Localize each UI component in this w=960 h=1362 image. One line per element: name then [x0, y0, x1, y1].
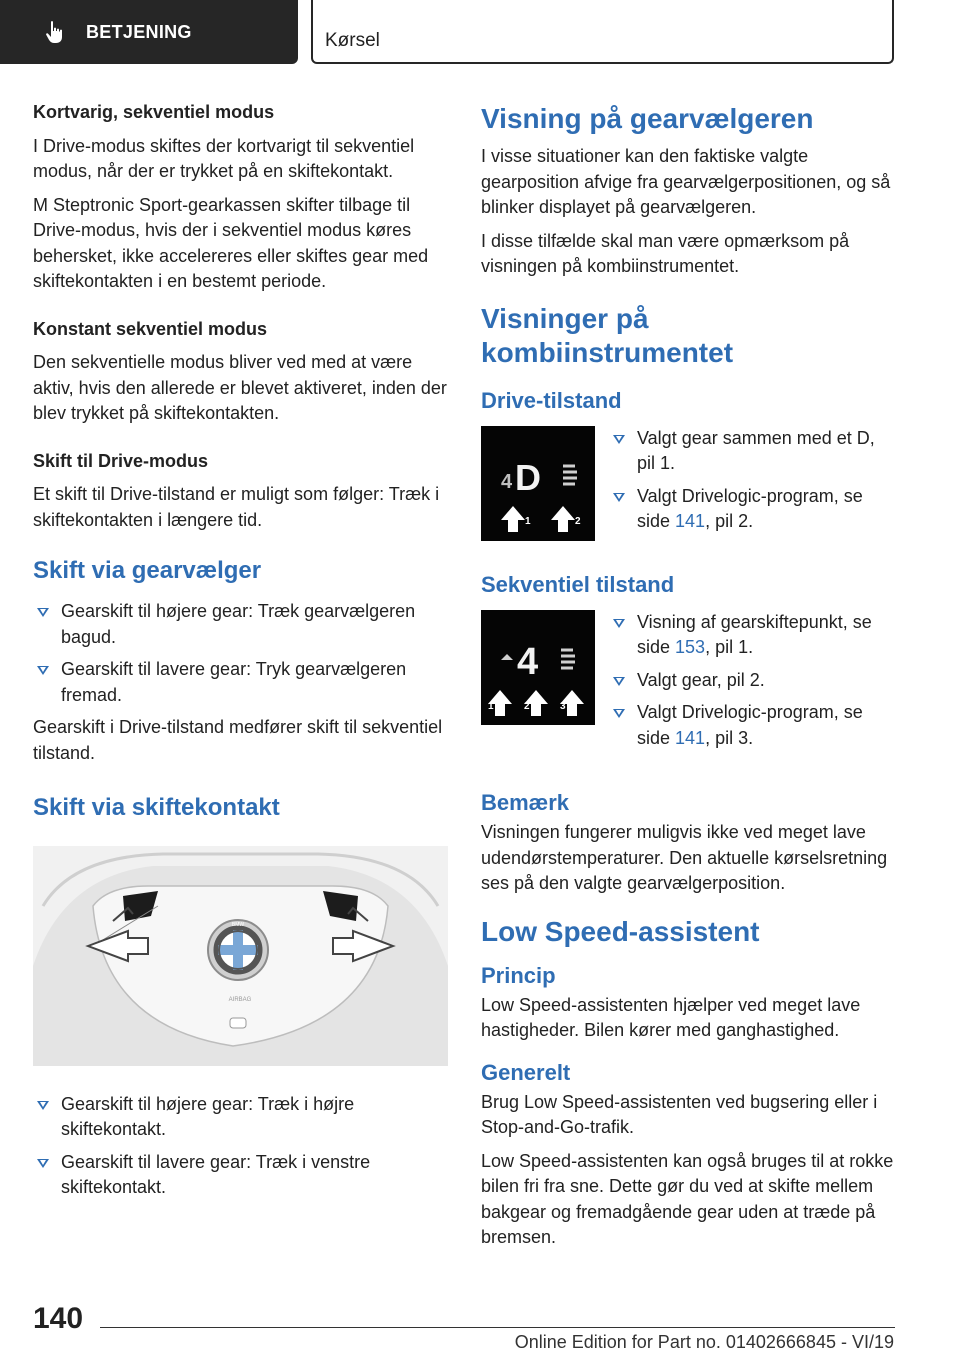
- generelt-heading: Generelt: [481, 1059, 571, 1085]
- list-item: Gearskift til lavere gear: Træk i venstre skiftekontakt.: [33, 1150, 448, 1201]
- kortvarig-paragraph-2: M Steptronic Sport-gearkassen skifter tilbage til Drive-modus, hvis der i sekventiel modus køres behersket, ikke accelereres eller skiftes gear med skiftekontakten i en bestemt periode.: [33, 194, 429, 291]
- konstant-paragraph: Den sekventielle modus bliver ved med at være aktiv, hvis den allerede er blevet aktiveret, inden der blev trykket på skiftekontakten.: [33, 352, 447, 423]
- gear-selector-note: Gearskift i Drive-tilstand medfører skift til sekventiel tilstand.: [33, 717, 443, 763]
- drive-gear-number: 4: [501, 470, 513, 493]
- princip-heading: Princip: [481, 962, 556, 988]
- list-item: [609, 610, 896, 661]
- arrow-label: 3: [560, 700, 566, 712]
- sekventiel-row: [481, 610, 896, 765]
- chapter-title: Kørsel: [325, 30, 380, 51]
- list-item-text: Valgt Drivelogic-program, se side: [637, 485, 863, 531]
- low-speed-heading: Low Speed-assistent: [481, 915, 760, 947]
- arrow-label: 1: [488, 700, 494, 712]
- pointing-hand-icon: [44, 20, 66, 44]
- page-link[interactable]: 153: [675, 637, 706, 657]
- kortvarig-paragraph-1: I Drive-modus skiftes der kortvarigt til sekventiel modus, når der er trykket på en skiftekontakt.: [33, 135, 415, 181]
- drive-state-list: [609, 426, 896, 542]
- princip-paragraph: Low Speed-assistenten hjælper ved meget lave hastigheder. Bilen kører med ganghastighed.: [481, 994, 861, 1040]
- steering-wheel-illustration: [33, 846, 448, 1066]
- list-item-text: Valgt Drivelogic-program, se side: [637, 702, 863, 748]
- visning-paragraph-2: I disse tilfælde skal man være opmærksom på visningen på kombiinstrumentet.: [481, 230, 850, 276]
- page-link[interactable]: 141: [675, 727, 706, 748]
- list-item-text: Visning af gearskiftepunkt, se side: [637, 611, 872, 657]
- bemaerk-heading: Bemærk: [481, 790, 570, 815]
- drive-state-row: [481, 426, 896, 548]
- paddle-list: [33, 1092, 448, 1201]
- bemaerk-paragraph: Visningen fungerer muligvis ikke ved meget lave udendørstemperaturer. Den aktuelle kørselsretning ses på den valgte gearvælgerposition.: [481, 822, 888, 893]
- footer-divider: [100, 1327, 895, 1328]
- list-item: [609, 426, 896, 477]
- list-item: [609, 484, 896, 535]
- drive-mode-title: Skift til Drive-modus: [33, 450, 209, 471]
- section-title: BETJENING: [86, 21, 192, 42]
- list-item: [609, 700, 896, 751]
- left-column: [33, 100, 448, 1208]
- generelt-paragraph-2: Low Speed-assistenten kan også bruges til at rokke bilen fri fra sne. Dette gør du ved at skifte mellem bakgear og fremadgående gear uden at træde på bremsen.: [481, 1150, 894, 1247]
- list-item-text: , pil 2.: [705, 511, 754, 531]
- list-item: Gearskift til højere gear: Træk gearvælgeren bagud.: [33, 599, 448, 650]
- list-item-text: , pil 3.: [705, 727, 754, 748]
- paddle-heading: Skift via skiftekontakt: [33, 794, 280, 821]
- airbag-label: AIRBAG: [228, 997, 252, 1003]
- gear-selector-list: [33, 599, 448, 708]
- right-column: [481, 102, 896, 1259]
- visning-heading: Visning på gearvælgeren: [481, 103, 814, 134]
- drive-mode-paragraph: Et skift til Drive-tilstand er muligt som følger: Træk i skiftekontakten i længere tid.: [33, 484, 440, 530]
- list-item-text: Valgt gear, pil 2.: [637, 669, 765, 690]
- konstant-title: Konstant sekventiel modus: [33, 318, 268, 339]
- edition-text: Online Edition for Part no. 01402666845 - VI/19: [514, 1332, 894, 1352]
- arrow-label: 1: [525, 515, 531, 527]
- kombi-heading: Visninger på kombiinstrumentet: [481, 302, 734, 368]
- arrow-label: 2: [524, 700, 530, 712]
- sekventiel-list: [609, 610, 896, 759]
- list-item: [609, 668, 896, 694]
- list-item: Gearskift til højere gear: Træk i højre skiftekontakt.: [33, 1092, 448, 1143]
- arrow-label: 2: [575, 515, 581, 527]
- chapter-header: [311, 0, 894, 64]
- list-item: Gearskift til lavere gear: Tryk gearvælgeren fremad.: [33, 657, 448, 708]
- kortvarig-title: Kortvarig, sekventiel modus: [33, 102, 275, 122]
- list-item-text: Valgt gear sammen med et D, pil 1.: [637, 427, 875, 473]
- gear-selector-heading: Skift via gearvælger: [33, 557, 262, 584]
- drive-display-image: [481, 426, 595, 541]
- generelt-paragraph-1: Brug Low Speed-assistenten ved bugsering eller i Stop-and-Go-trafik.: [481, 1091, 878, 1137]
- drive-mode-letter: D: [515, 456, 541, 498]
- sekventiel-heading: Sekventiel tilstand: [481, 571, 675, 597]
- list-item-text: , pil 1.: [705, 637, 754, 657]
- wheel-logo-text: BMW: [231, 922, 245, 928]
- page-number: 140: [33, 1302, 84, 1335]
- sequential-gear-number: 4: [517, 640, 539, 683]
- section-tab: [0, 0, 298, 64]
- sequential-display-image: [481, 610, 595, 725]
- visning-paragraph-1: I visse situationer kan den faktiske valgte gearposition afvige fra gearvælgerpositionen, og så blinker displayet på gearvælgeren.: [481, 146, 891, 217]
- page-link[interactable]: 141: [675, 511, 706, 531]
- drive-state-heading: Drive-tilstand: [481, 387, 622, 413]
